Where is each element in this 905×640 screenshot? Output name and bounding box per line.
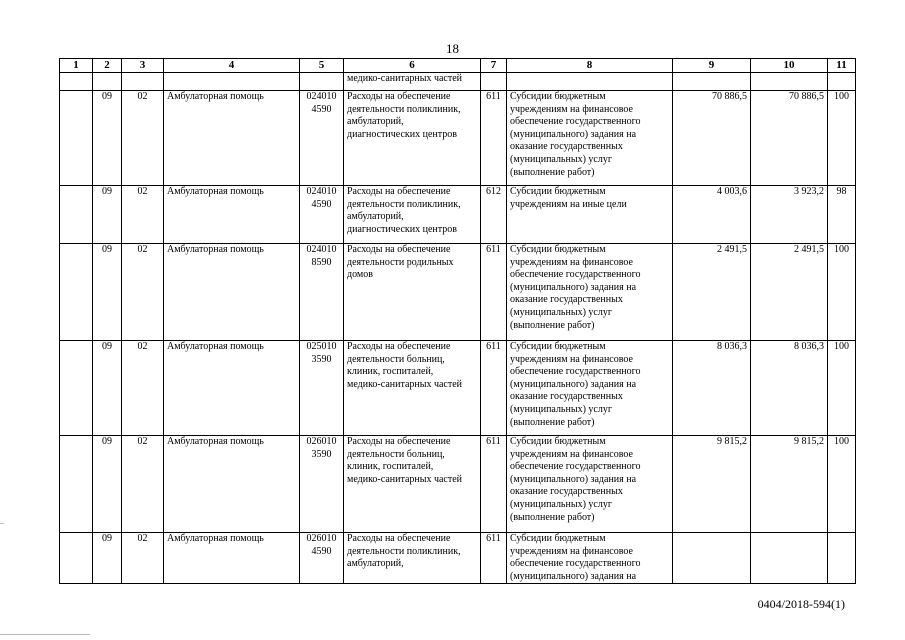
cell-expense-type-description-line: Субсидии бюджетным — [510, 186, 606, 197]
cell-subsection-name: Амбулаторная помощь — [164, 436, 300, 533]
cell-target-description-line: клиник, госпиталей, — [347, 366, 434, 378]
cell-target-code: 026010 4590 — [300, 533, 344, 584]
column-header-3: 3 — [122, 59, 164, 73]
cell-percent-executed — [828, 73, 856, 91]
cell-expense-type-description-line: (муниципальных) услуг — [510, 306, 612, 318]
cell-target-description-line: Расходы на обеспечение — [347, 244, 451, 255]
cell-expense-type-description-line: Субсидии бюджетным — [510, 533, 606, 544]
cell-percent-executed: 100 — [828, 244, 856, 341]
cell-subsection: 02 — [122, 341, 164, 436]
cell-target-description — [344, 244, 481, 341]
cell-expense-type-description-line: учреждениям на финансовое — [510, 353, 633, 365]
cell-actual-amount: 9 815,2 — [751, 436, 828, 533]
cell-section — [93, 73, 122, 91]
column-header-6: 6 — [344, 59, 481, 73]
table-row — [60, 341, 856, 436]
column-header-11: 11 — [828, 59, 856, 73]
cell-target-code: 024010 8590 — [300, 244, 344, 341]
cell-expense-type-description — [507, 73, 673, 91]
cell-target-description-line: деятельности больниц, — [347, 353, 445, 365]
cell-expense-type-code: 611 — [481, 244, 507, 341]
cell-subsection: 02 — [122, 91, 164, 186]
document-code: 0404/2018-594(1) — [757, 597, 845, 611]
cell-index — [60, 91, 93, 186]
cell-percent-executed: 100 — [828, 341, 856, 436]
cell-section: 09 — [93, 186, 122, 244]
cell-target-description-line: домов — [347, 269, 373, 281]
cell-subsection-name: Амбулаторная помощь — [164, 341, 300, 436]
cell-expense-type-description-line: (муниципального) задания на — [510, 570, 637, 582]
cell-percent-executed — [828, 533, 856, 584]
cell-planned-amount: 4 003,6 — [673, 186, 751, 244]
cell-expense-type-description-line: учреждениям на финансовое — [510, 448, 633, 460]
cell-expense-type-description-line: (выполнение работ) — [510, 511, 595, 523]
cell-expense-type-description-line: оказание государственных — [510, 294, 623, 306]
cell-actual-amount: 70 886,5 — [751, 91, 828, 186]
cell-section: 09 — [93, 244, 122, 341]
cell-target-code: 024010 4590 — [300, 91, 344, 186]
column-header-1: 1 — [60, 59, 93, 73]
cell-expense-type-description-line: (муниципальных) услуг — [510, 498, 612, 510]
cell-expense-type-description-line: Субсидии бюджетным — [510, 244, 606, 255]
column-header-9: 9 — [673, 59, 751, 73]
cell-expense-type-description-line: (выполнение работ) — [510, 319, 595, 331]
cell-expense-type-code: 611 — [481, 341, 507, 436]
cell-target-code: 025010 3590 — [300, 341, 344, 436]
cell-index — [60, 436, 93, 533]
cell-target-description — [344, 341, 481, 436]
cell-expense-type-description-line: (выполнение работ) — [510, 416, 595, 428]
cell-section: 09 — [93, 533, 122, 584]
cell-target-description-line: деятельности поликлиник, — [347, 198, 461, 210]
cell-target-description-line: Расходы на обеспечение — [347, 436, 451, 447]
column-header-8: 8 — [507, 59, 673, 73]
cell-actual-amount — [751, 533, 828, 584]
cell-target-description-line: амбулаторий, — [347, 558, 404, 570]
cell-planned-amount: 70 886,5 — [673, 91, 751, 186]
cell-target-code — [300, 73, 344, 91]
cell-expense-type-code: 611 — [481, 436, 507, 533]
cell-index — [60, 341, 93, 436]
cell-expense-type-description-line: Субсидии бюджетным — [510, 91, 606, 102]
cell-index — [60, 533, 93, 584]
column-header-2: 2 — [93, 59, 122, 73]
cell-expense-type-description-line: обеспечение государственного — [510, 116, 641, 128]
cell-expense-type-description-line: (муниципального) задания на — [510, 378, 637, 390]
cell-expense-type-description-line: учреждениям на финансовое — [510, 545, 633, 557]
cell-target-description-line: амбулаторий, — [347, 116, 404, 128]
cell-expense-type-description-line: (выполнение работ) — [510, 166, 595, 178]
column-header-4: 4 — [164, 59, 300, 73]
cell-target-description-line: клиник, госпиталей, — [347, 461, 434, 473]
cell-subsection-name: Амбулаторная помощь — [164, 244, 300, 341]
cell-expense-type-code — [481, 73, 507, 91]
table-row — [60, 73, 856, 91]
cell-section: 09 — [93, 436, 122, 533]
cell-expense-type-description — [507, 91, 673, 186]
table-row — [60, 436, 856, 533]
cell-expense-type-code: 611 — [481, 91, 507, 186]
cell-target-description-line: медико-санитарных частей — [347, 73, 463, 84]
table-row — [60, 244, 856, 341]
table-row — [60, 533, 856, 584]
cell-subsection: 02 — [122, 533, 164, 584]
budget-table — [59, 58, 856, 584]
cell-actual-amount: 3 923,2 — [751, 186, 828, 244]
cell-target-description-line: деятельности поликлиник, — [347, 545, 461, 557]
cell-percent-executed: 100 — [828, 436, 856, 533]
table-body — [60, 73, 856, 584]
cell-expense-type-description-line: обеспечение государственного — [510, 269, 641, 281]
cell-index — [60, 73, 93, 91]
cell-section: 09 — [93, 341, 122, 436]
cell-expense-type-description-line: (муниципального) задания на — [510, 128, 637, 140]
cell-expense-type-description-line: учреждениям на финансовое — [510, 103, 633, 115]
cell-actual-amount: 2 491,5 — [751, 244, 828, 341]
cell-subsection-name: Амбулаторная помощь — [164, 186, 300, 244]
cell-target-description-line: Расходы на обеспечение — [347, 186, 451, 197]
cell-percent-executed: 98 — [828, 186, 856, 244]
cell-subsection-name — [164, 73, 300, 91]
cell-target-description-line: диагностических центров — [347, 223, 457, 235]
cell-subsection-name: Амбулаторная помощь — [164, 91, 300, 186]
cell-subsection-name: Амбулаторная помощь — [164, 533, 300, 584]
table-row — [60, 91, 856, 186]
cell-subsection — [122, 73, 164, 91]
cell-expense-type-description-line: обеспечение государственного — [510, 461, 641, 473]
cell-target-description-line: деятельности поликлиник, — [347, 103, 461, 115]
column-header-10: 10 — [751, 59, 828, 73]
cell-expense-type-code: 611 — [481, 533, 507, 584]
header-row — [60, 59, 856, 73]
table-row — [60, 186, 856, 244]
cell-percent-executed: 100 — [828, 91, 856, 186]
cell-target-description — [344, 436, 481, 533]
cell-expense-type-description — [507, 341, 673, 436]
cell-target-description — [344, 91, 481, 186]
cell-expense-type-description — [507, 244, 673, 341]
cell-expense-type-description-line: учреждениям на иные цели — [510, 198, 627, 210]
cell-target-description — [344, 73, 481, 91]
cell-actual-amount: 8 036,3 — [751, 341, 828, 436]
cell-target-description-line: Расходы на обеспечение — [347, 341, 451, 352]
cell-target-description-line: Расходы на обеспечение — [347, 533, 451, 544]
cell-target-description — [344, 186, 481, 244]
cell-expense-type-description-line: оказание государственных — [510, 141, 623, 153]
cell-planned-amount — [673, 73, 751, 91]
cell-target-description-line: деятельности больниц, — [347, 448, 445, 460]
cell-planned-amount: 8 036,3 — [673, 341, 751, 436]
cell-expense-type-description — [507, 533, 673, 584]
scan-artifact — [0, 634, 90, 635]
column-header-5: 5 — [300, 59, 344, 73]
cell-target-description-line: амбулаторий, — [347, 211, 404, 223]
cell-expense-type-description-line: (муниципального) задания на — [510, 281, 637, 293]
cell-expense-type-description-line: оказание государственных — [510, 391, 623, 403]
cell-expense-type-description-line: Субсидии бюджетным — [510, 436, 606, 447]
cell-target-description-line: медико-санитарных частей — [347, 378, 463, 390]
cell-expense-type-description-line: (муниципальных) услуг — [510, 153, 612, 165]
cell-subsection: 02 — [122, 186, 164, 244]
cell-actual-amount — [751, 73, 828, 91]
cell-index — [60, 186, 93, 244]
cell-target-description-line: Расходы на обеспечение — [347, 91, 451, 102]
cell-expense-type-description-line: обеспечение государственного — [510, 558, 641, 570]
column-header-7: 7 — [481, 59, 507, 73]
cell-target-description-line: медико-санитарных частей — [347, 473, 463, 485]
cell-target-code: 026010 3590 — [300, 436, 344, 533]
cell-expense-type-description — [507, 186, 673, 244]
cell-target-description-line: деятельности родильных — [347, 256, 454, 268]
cell-target-description-line: диагностических центров — [347, 128, 457, 140]
cell-expense-type-description-line: (муниципальных) услуг — [510, 403, 612, 415]
page-number: 18 — [446, 41, 459, 56]
cell-subsection: 02 — [122, 244, 164, 341]
cell-expense-type-description-line: (муниципального) задания на — [510, 473, 637, 485]
cell-target-code: 024010 4590 — [300, 186, 344, 244]
cell-expense-type-description — [507, 436, 673, 533]
cell-target-description — [344, 533, 481, 584]
cell-expense-type-description-line: Субсидии бюджетным — [510, 341, 606, 352]
cell-expense-type-description-line: учреждениям на финансовое — [510, 256, 633, 268]
cell-expense-type-description-line: оказание государственных — [510, 486, 623, 498]
cell-index — [60, 244, 93, 341]
scan-artifact — [0, 523, 4, 524]
cell-expense-type-code: 612 — [481, 186, 507, 244]
cell-planned-amount: 9 815,2 — [673, 436, 751, 533]
cell-expense-type-description-line: обеспечение государственного — [510, 366, 641, 378]
cell-section: 09 — [93, 91, 122, 186]
cell-planned-amount: 2 491,5 — [673, 244, 751, 341]
cell-subsection: 02 — [122, 436, 164, 533]
cell-planned-amount — [673, 533, 751, 584]
